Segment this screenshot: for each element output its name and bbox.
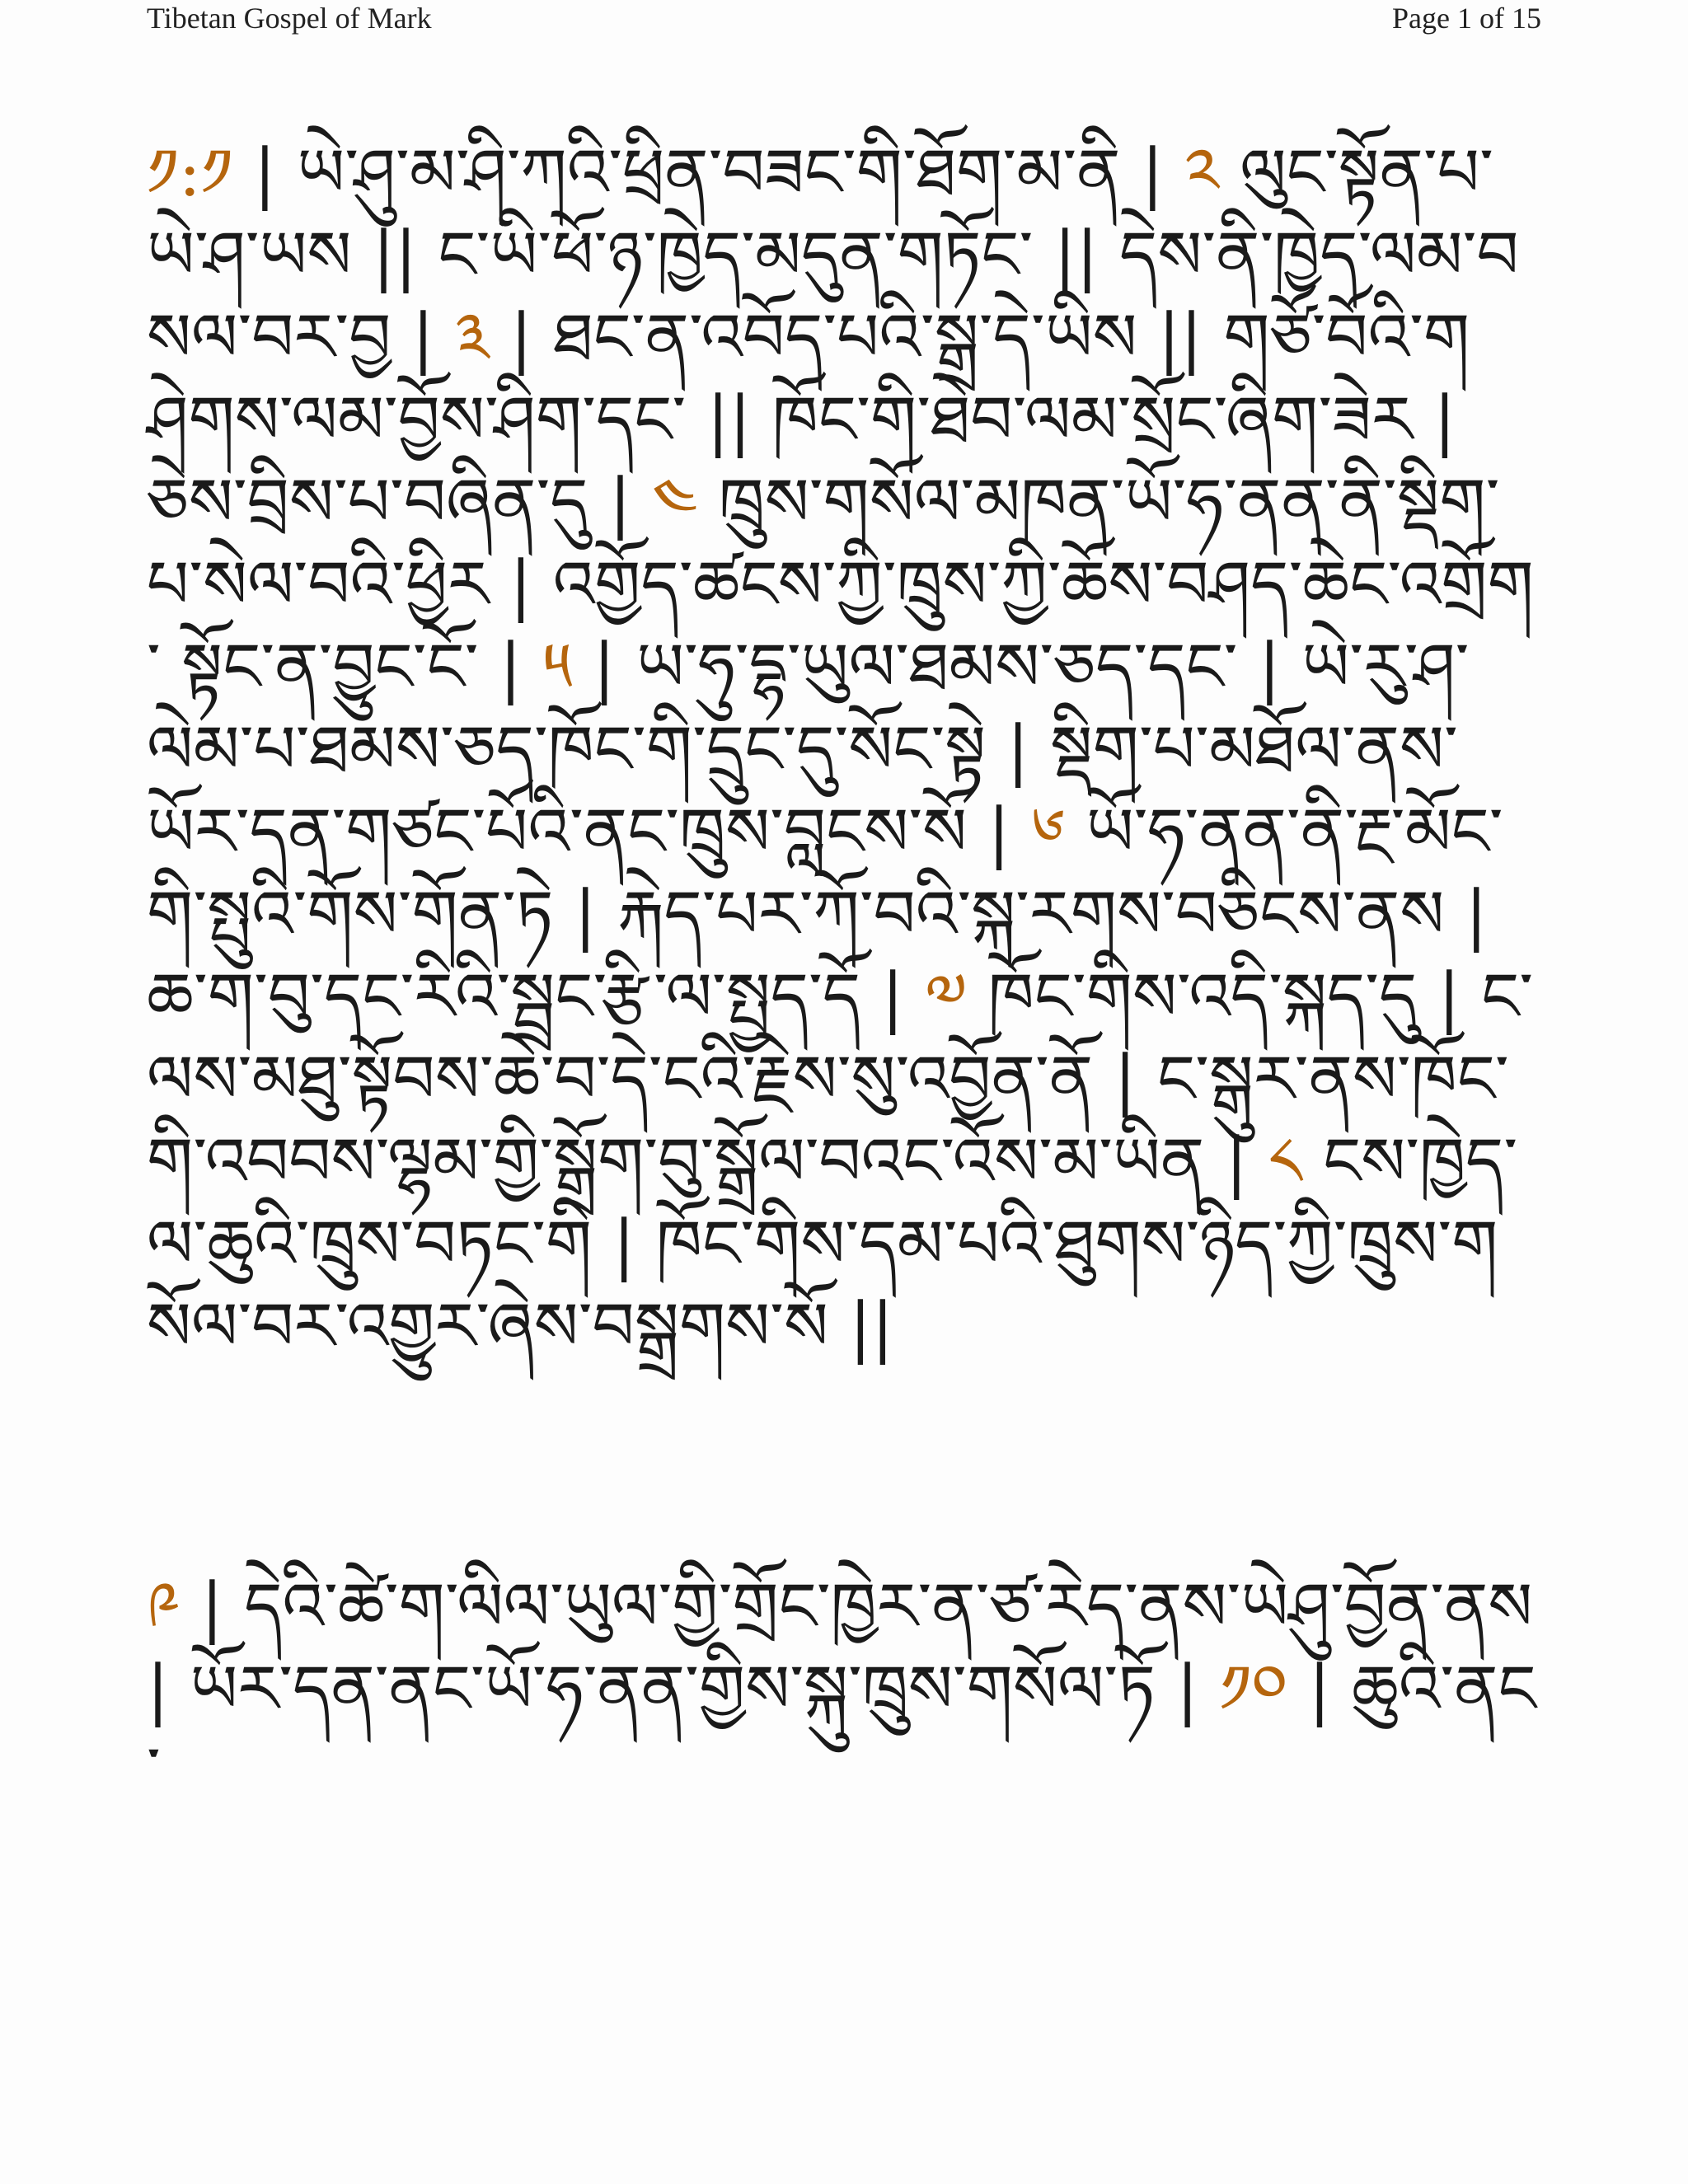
page-header [147,0,1541,36]
verse-number: ༢ [1184,134,1219,211]
verse-number: ༩ [147,1568,181,1645]
verse-number: ༧ [924,958,968,1035]
verse-text: | ཐང་ན་འབོད་པའི་སྒྲ་དེ་ཡིས || གཙོ་བོའི་གཤེགས་ལམ་བྱོས་ཤིག་དང་ || ཁོང་གི་ཐེབ་ལམ་སྲོང་ཞིག་ཟེར | ཅེས་བྲིས་པ་བཞིན་དུ | [147,299,1470,541]
scripture-body [147,132,1540,1810]
verse-number: ༤ [652,464,698,541]
verse-number: ༨ [1268,1123,1302,1200]
verse-number: ༡༠ [1219,1651,1288,1727]
verse-text: ཁོང་གིས་འདི་སྐད་དུ | ང་ལས་མཐུ་སྟོབས་ཆེ་བ་དེ་ངའི་རྗེས་སུ་འབྱོན་ནོ | ང་སྒུར་ནས་ཁོང་གི་འབབས་ལྷམ་གྱི་སྒྲོག་བུ་སྒྲོལ་བའང་འོས་མ་ཡིན | [147,958,1534,1200]
verse-text: | ཡ་ཧུ་དྷ་ཡུལ་ཐམས་ཅད་དང་ | ཡེ་རུ་ཤ་ལེམ་པ་ཐམས་ཅད་ཁོང་གི་དྲུང་དུ་སོང་སྟེ | སྡིག་པ་མཐོལ་ནས་ཡོར་དན་གཙང་པོའི་ནང་ཁྲུས་བླངས་སོ | [147,629,1470,870]
verse-number: ༥ [542,629,573,705]
verse-text: | ཡེ་ཤུ་མ་ཤི་ཀའི་ཕྲིན་བཟང་གི་ཐོག་མ་ནི | [232,134,1185,211]
verse-text: ཡོ་ཧ་ནན་ནི་རྔ་མོང་གི་སྤུའི་གོས་གོན་ཏེ | རྐེད་པར་ཀོ་བའི་སྐ་རགས་བཅིངས་ནས | ཆ་ག་བུ་དང་རིའི་སྦྲང་རྩི་ལ་སྤྱད་དོ | [147,794,1503,1035]
verse-text: ལུང་སྟོན་པ་ཡེ་ཤ་ཡས || ང་ཡི་ཕོ་ཉ་ཁྱེད་མདུན་གཏོང་ || དེས་ནི་ཁྱེད་ལམ་བསལ་བར་བྱ | [147,134,1519,376]
paragraph [147,132,1540,1516]
verse-text: | ཆུའི་ནང་ [147,1651,1536,1810]
verse-number: ༦ [1030,794,1066,870]
verse-text: | དེའི་ཚེ་ག་ལིལ་ཡུལ་གྱི་གྲོང་ཁྱེར་ན་ཙ་རེད་ནས་ཡེཤུ་བྱོན་ནས | ཡོར་དན་ནང་ཡོ་ཧ་ནན་གྱིས་སྐུ་ཁྲུས་གསོལ་ཏོ | [147,1568,1533,1727]
verse-text: ངས་ཁྱེད་ལ་ཆུའི་ཁྲུས་བཏང་གི | ཁོང་གིས་དམ་པའི་ཐུགས་ཉིད་ཀྱི་ཁྲུས་གསོལ་བར་འགྱུར་ཞེས་བསྒྲགས་སོ || [147,1123,1518,1365]
page-number: Page 1 of 15 [1392,2,1541,35]
verse-number: ༡:༡ [147,134,233,211]
document-title: Tibetan Gospel of Mark [147,2,432,35]
paragraph [147,1566,1540,1810]
verse-text: ཁྲུས་གསོལ་མཁན་ཡོ་ཧ་ནན་ནི་སྡིག་པ་སེལ་བའི་ཕྱིར | འགྱོད་ཚངས་ཀྱི་ཁྲུས་ཀྱི་ཆོས་བཤད་ཆེང་འགྲོག་ སྟོང་ན་བྱུང་ངོ་ | [147,464,1534,705]
verse-number: ༣ [455,299,490,376]
